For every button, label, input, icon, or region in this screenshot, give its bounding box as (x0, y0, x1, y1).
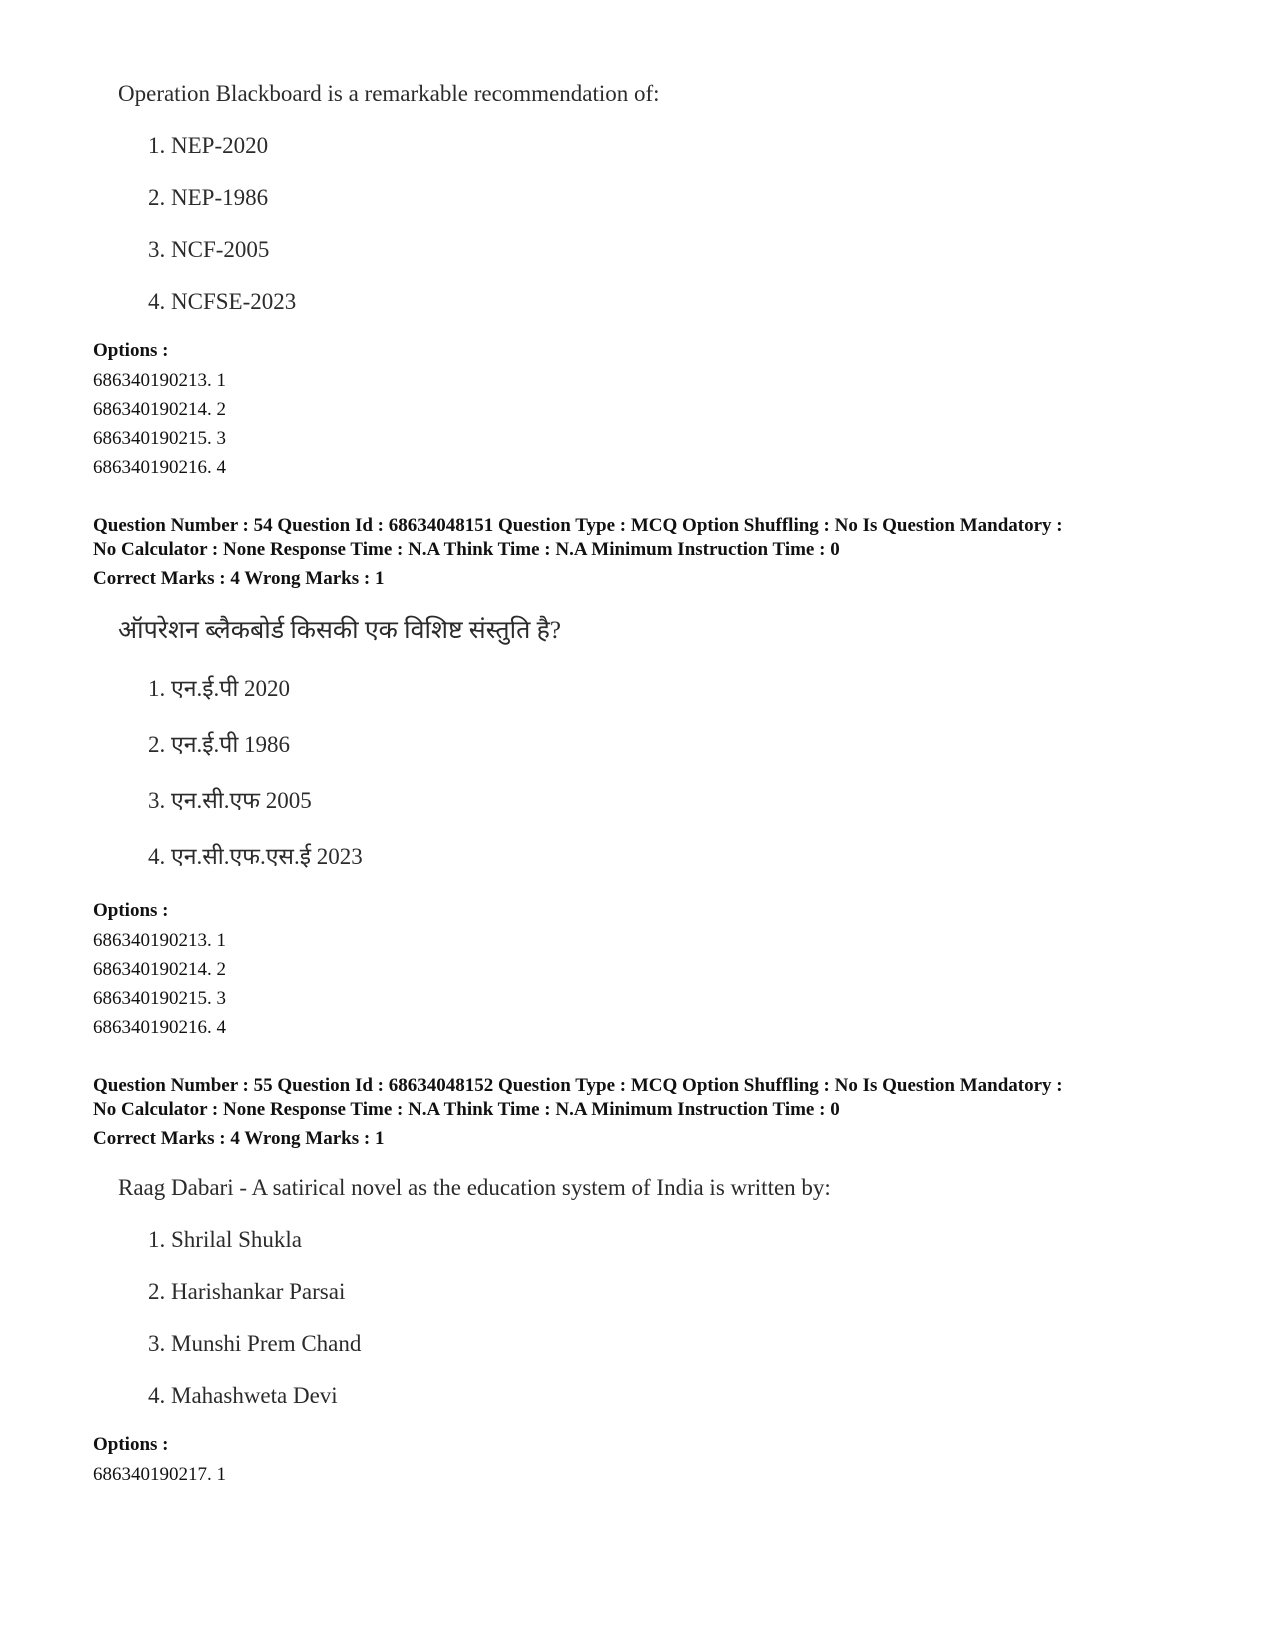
options-list-55 (93, 1433, 1213, 1489)
option-id-row: 686340190216. 4 (93, 457, 226, 478)
option-id-row: 686340190214. 2 (93, 399, 226, 420)
question-54-header (93, 514, 1213, 591)
option-id-row: 686340190215. 3 (93, 428, 226, 449)
question-option: 3. NCF-2005 (148, 237, 270, 262)
option-id-row: 686340190213. 1 (93, 930, 226, 951)
question-option: 1. एन.ई.पी 2020 (148, 676, 291, 701)
question-option: 3. Munshi Prem Chand (148, 1331, 362, 1356)
question-55-content (118, 1174, 1118, 1408)
question-meta-line: No Calculator : None Response Time : N.A Think Time : N.A Minimum Instruction Time : 0 (93, 539, 840, 560)
options-list-54 (93, 899, 1213, 1042)
option-id-row: 686340190217. 1 (93, 1464, 226, 1485)
question-meta-line: Question Number : 55 Question Id : 68634048152 Question Type : MCQ Option Shuffling : No Is Question Mandatory : (93, 1075, 1063, 1096)
question-marks: Correct Marks : 4 Wrong Marks : 1 (93, 1128, 385, 1149)
question-54-content (118, 617, 1118, 869)
question-stem: Operation Blackboard is a remarkable recommendation of: (118, 81, 660, 106)
option-id-row: 686340190215. 3 (93, 988, 226, 1009)
options-list-53 (93, 339, 1213, 482)
question-option: 2. Harishankar Parsai (148, 1279, 346, 1304)
option-id-row: 686340190216. 4 (93, 1017, 226, 1038)
question-option: 3. एन.सी.एफ 2005 (148, 788, 312, 813)
question-stem: ऑपरेशन ब्लैकबोर्ड किसकी एक विशिष्ट संस्तुति है? (118, 617, 562, 644)
options-label: Options : (93, 900, 169, 921)
options-label: Options : (93, 1434, 169, 1455)
question-55-header (93, 1074, 1213, 1151)
question-option: 1. NEP-2020 (148, 133, 269, 158)
question-53-content (118, 80, 1118, 314)
question-meta-line: No Calculator : None Response Time : N.A Think Time : N.A Minimum Instruction Time : 0 (93, 1099, 840, 1120)
question-meta-line: Question Number : 54 Question Id : 68634048151 Question Type : MCQ Option Shuffling : No Is Question Mandatory : (93, 515, 1063, 536)
question-option: 4. एन.सी.एफ.एस.ई 2023 (148, 844, 363, 869)
question-option: 4. Mahashweta Devi (148, 1383, 338, 1408)
question-stem: Raag Dabari - A satirical novel as the education system of India is written by: (118, 1175, 831, 1200)
option-id-row: 686340190214. 2 (93, 959, 226, 980)
question-option: 2. NEP-1986 (148, 185, 269, 210)
options-label: Options : (93, 340, 169, 361)
option-id-row: 686340190213. 1 (93, 370, 226, 391)
question-option: 1. Shrilal Shukla (148, 1227, 302, 1252)
question-option: 4. NCFSE-2023 (148, 289, 297, 314)
question-marks: Correct Marks : 4 Wrong Marks : 1 (93, 568, 385, 589)
question-option: 2. एन.ई.पी 1986 (148, 732, 291, 757)
